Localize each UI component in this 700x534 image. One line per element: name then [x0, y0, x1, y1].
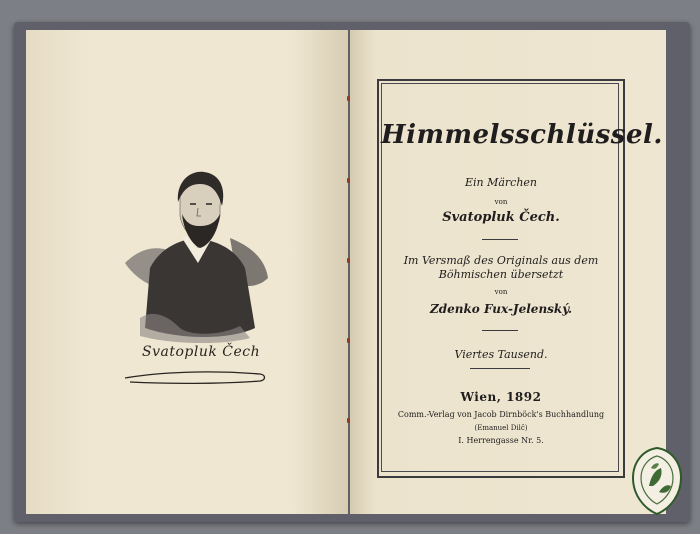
- publisher: Comm.-Verlag von Jacob Dirnböck's Buchhandlung: [397, 410, 605, 419]
- publisher-owner: (Emanuel Dilč): [474, 424, 528, 432]
- divider: [470, 368, 530, 369]
- signature-flourish: [120, 360, 270, 390]
- translation-line-2: Böhmischen übersetzt: [438, 268, 564, 281]
- translator-name: Zdenko Fux-Jelenský.: [429, 302, 573, 316]
- subtitle: Ein Märchen: [464, 176, 538, 189]
- edition: Viertes Tausend.: [454, 348, 548, 361]
- place-year: Wien, 1892: [460, 390, 542, 404]
- author-portrait: [120, 168, 270, 343]
- translation-line-1: Im Versmaß des Originals aus dem: [403, 254, 599, 267]
- book-title: Himmelsschlüssel.: [381, 120, 663, 150]
- translator-by-label: von: [494, 288, 508, 296]
- divider: [482, 330, 518, 331]
- by-label: von: [494, 198, 508, 206]
- author-signature: Svatopluk Čech: [142, 344, 261, 360]
- binding-stitch: [347, 338, 350, 343]
- address: I. Herrengasse Nr. 5.: [458, 436, 544, 445]
- binding-stitch: [347, 96, 350, 101]
- binding-stitch: [347, 418, 350, 423]
- divider: [482, 239, 518, 240]
- binding-stitch: [347, 258, 350, 263]
- author-name: Svatopluk Čech.: [442, 210, 560, 225]
- seal-icon: [629, 446, 685, 518]
- binding-stitch: [347, 178, 350, 183]
